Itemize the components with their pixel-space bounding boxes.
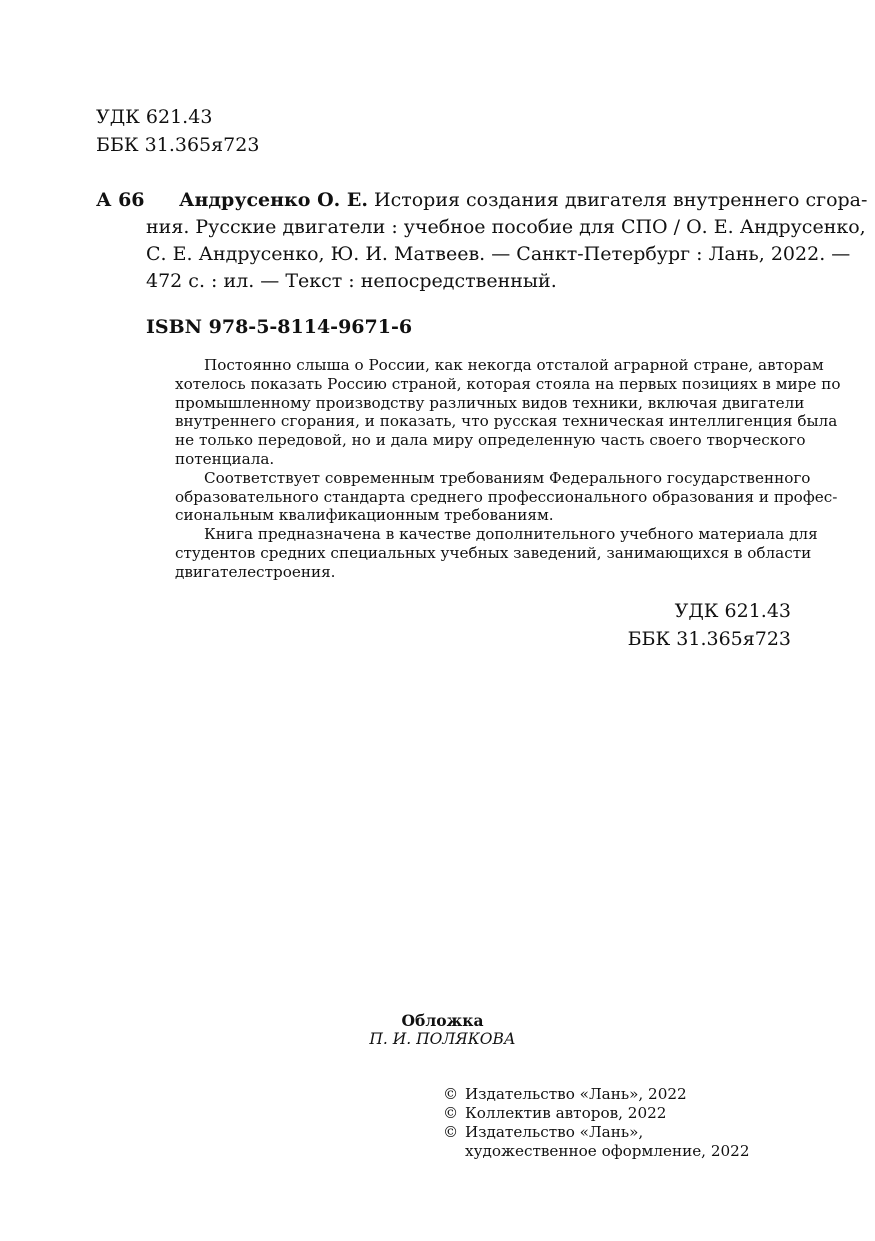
udk-code: УДК 621.43 [674, 600, 791, 622]
annotation-line: внутреннего сгорания, и показать, что русская техническая интеллигенция была [175, 412, 838, 431]
copyright-text: Коллектив авторов, 2022 [465, 1104, 667, 1122]
copyright-notices [443, 1085, 750, 1161]
annotation-line: промышленному производству различных видов техники, включая двигатели [175, 393, 805, 412]
isbn: ISBN 978-5-8114-9671-6 [146, 316, 413, 338]
copyright-continuation: художественное оформление, 2022 [465, 1142, 750, 1160]
annotation-paragraph [146, 356, 841, 469]
annotation-line: студентов средних специальных учебных заведений, занимающихся в области [175, 543, 812, 562]
biblio-line: ния. Русские двигатели : учебное пособие для СПО / О. Е. Андрусенко, [146, 216, 866, 238]
cover-label: Обложка [401, 1011, 484, 1030]
classification-top [96, 103, 259, 159]
annotation-line: двигателестроения. [175, 562, 336, 581]
annotation [146, 356, 841, 582]
copyright-row [443, 1085, 750, 1104]
copyright-text: Издательство «Лань», 2022 [465, 1085, 687, 1103]
bibliographic-description [146, 187, 868, 295]
copyright-row [443, 1104, 750, 1123]
bbk-code: ББК 31.365я723 [96, 134, 260, 156]
cover-credit [300, 1011, 585, 1049]
bibliographic-entry [96, 187, 868, 295]
udk-code: УДК 621.43 [96, 106, 213, 128]
classification-bottom [628, 597, 791, 653]
annotation-line: Постоянно слыша о России, как некогда отсталой аграрной стране, авторам [204, 356, 824, 374]
biblio-line: С. Е. Андрусенко, Ю. И. Матвеев. — Санкт-Петербург : Лань, 2022. — [146, 243, 851, 265]
cover-designer: П. И. ПОЛЯКОВА [369, 1030, 516, 1048]
copyright-icon: © [443, 1104, 459, 1122]
copyright-icon: © [443, 1123, 459, 1141]
annotation-line: не только передовой, но и дала миру определенную часть своего творческого [175, 431, 806, 450]
annotation-line: сиональным квалификационным требованиям. [175, 506, 554, 525]
author-name: Андрусенко О. Е. [179, 189, 368, 211]
biblio-line: 472 с. : ил. — Текст : непосредственный. [146, 270, 557, 292]
annotation-line: потенциала. [175, 449, 275, 468]
annotation-line: образовательного стандарта среднего профессионального образования и профес- [175, 487, 838, 506]
biblio-line [146, 187, 868, 214]
copyright-row [443, 1123, 750, 1161]
annotation-line: Соответствует современным требованиям Федерального государственного [204, 468, 811, 487]
bbk-code: ББК 31.365я723 [627, 628, 791, 650]
copyright-icon: © [443, 1085, 459, 1103]
annotation-line: Книга предназначена в качестве дополнительного учебного материала для [204, 525, 818, 544]
annotation-paragraph [146, 525, 818, 581]
copyright-text: Издательство «Лань», [465, 1123, 644, 1141]
annotation-paragraph [146, 468, 838, 525]
annotation-line: хотелось показать Россию страной, которая стояла на первых позициях в мире по [175, 374, 841, 393]
biblio-line-text: История создания двигателя внутреннего сгора- [374, 189, 868, 211]
author-sign-code: А 66 [96, 189, 145, 211]
